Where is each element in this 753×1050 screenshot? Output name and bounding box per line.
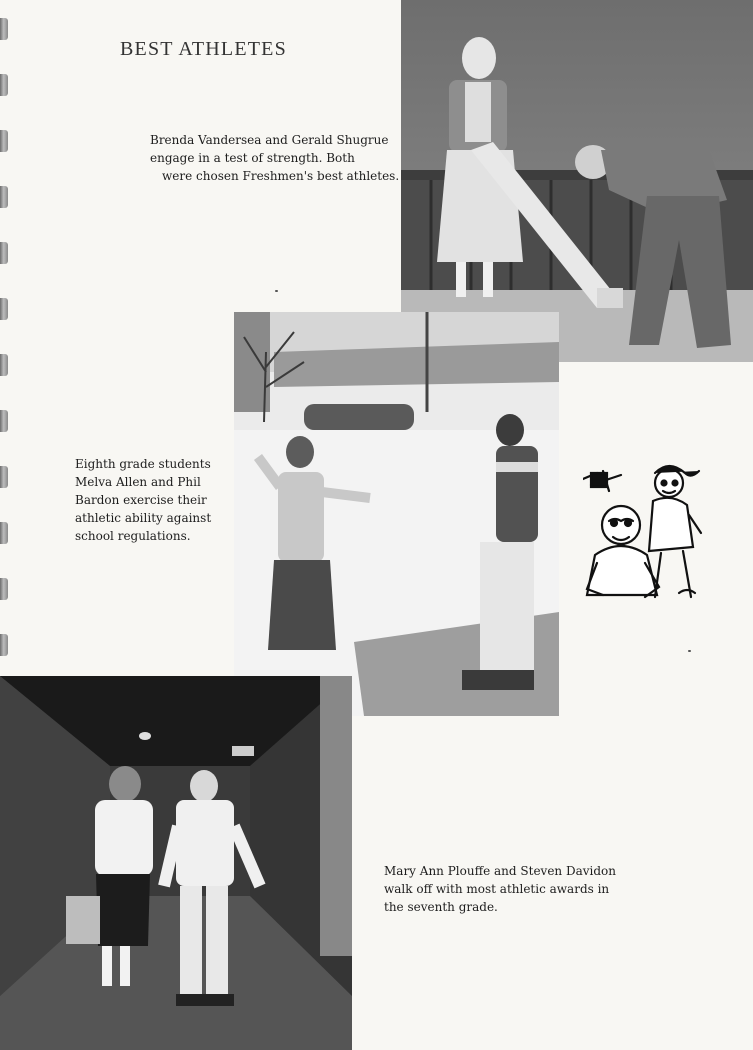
seventh-grade-caption bbox=[384, 862, 616, 916]
freshmen-caption bbox=[150, 131, 399, 185]
eighth-grade-caption bbox=[75, 455, 211, 545]
caption-line: Mary Ann Plouffe and Steven Davidon bbox=[384, 864, 616, 878]
seventh-grade-hallway-photo bbox=[0, 676, 352, 1050]
caption-line: school regulations. bbox=[75, 529, 191, 543]
caption-line: athletic ability against bbox=[75, 511, 212, 525]
caption-line: Brenda Vandersea and Gerald Shugrue bbox=[150, 133, 389, 147]
caption-line: were chosen Freshmen's best athletes. bbox=[162, 169, 400, 183]
caption-line: Melva Allen and Phil bbox=[75, 475, 201, 489]
caption-line: the seventh grade. bbox=[384, 900, 498, 914]
eighth-grade-snow-photo bbox=[234, 312, 559, 716]
paper-speck bbox=[275, 290, 278, 292]
freshmen-athletes-photo bbox=[401, 0, 753, 362]
caption-line: Eighth grade students bbox=[75, 457, 211, 471]
page-title: BEST ATHLETES bbox=[120, 38, 287, 60]
caption-line: engage in a test of strength. Both bbox=[150, 151, 355, 165]
caption-line: walk off with most athletic awards in bbox=[384, 882, 610, 896]
caption-line: Bardon exercise their bbox=[75, 493, 207, 507]
paper-speck bbox=[688, 650, 691, 652]
weightlifter-cartoon-icon bbox=[583, 455, 705, 615]
